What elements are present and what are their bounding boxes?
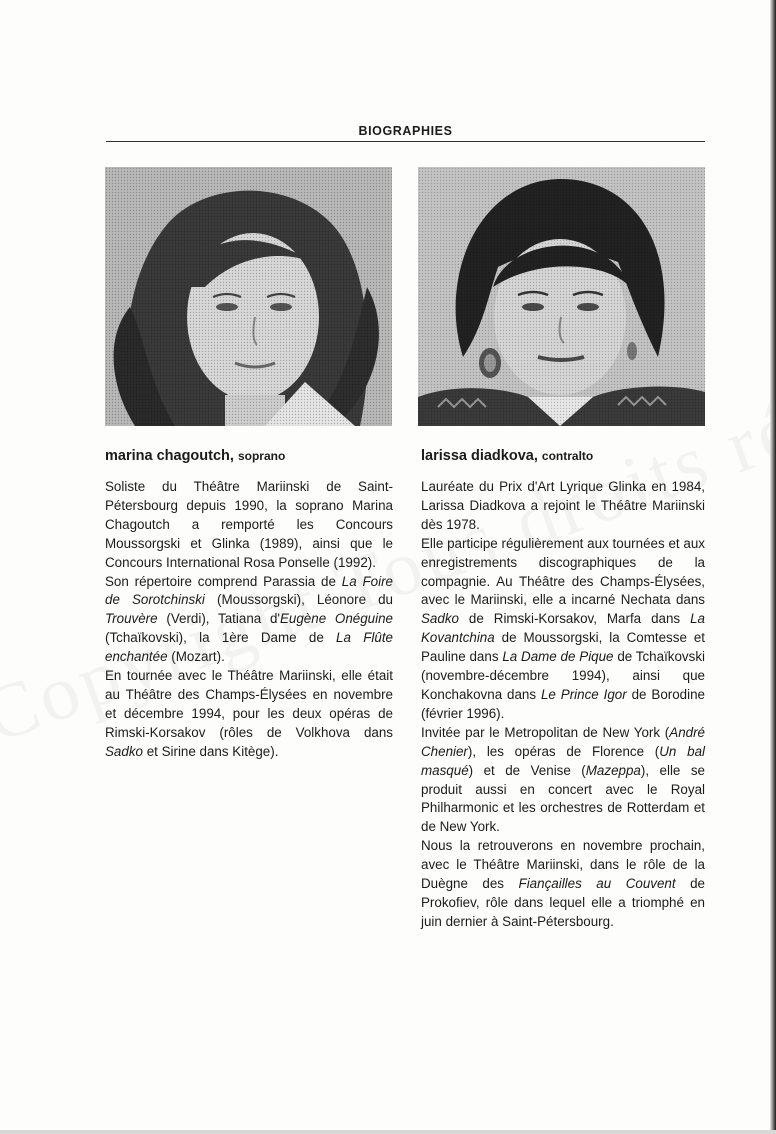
work-title: La Dame de Pique xyxy=(502,649,614,665)
work-title: La Flûte enchantée xyxy=(105,630,393,665)
text-run: Son répertoire comprend Parassia de xyxy=(105,573,342,589)
text-run: ) et de Venise ( xyxy=(468,762,586,778)
biography-paragraph xyxy=(421,724,705,837)
text-run: Invitée par le Metropolitan de New York ( xyxy=(421,724,670,740)
biography-paragraph xyxy=(105,667,393,762)
work-title: Sadko xyxy=(105,743,143,759)
text-run: Elle participe régulièrement aux tournées et aux enregistrements discographiques de la compagnie. Au Théâtre des Champs-Élysées, avec le Mariinski, elle a incarné Nechata dans xyxy=(421,535,705,608)
text-run: de Moussorgski, la Comtesse et Pauline dans xyxy=(421,630,705,665)
text-run: Lauréate du Prix d'Art Lyrique Glinka en 1984, Larissa Diadkova a rejoint le Théâtre Mariinski dès 1978. xyxy=(421,479,705,532)
work-title: Eugène Onéguine xyxy=(279,611,393,627)
biography-paragraph xyxy=(421,837,705,932)
text-run: (Tchaïkovski), la 1ère Dame de xyxy=(105,630,337,646)
biography-paragraph xyxy=(421,478,705,535)
portrait-photo-larissa xyxy=(418,167,705,426)
header-divider xyxy=(106,141,705,142)
biography-paragraph xyxy=(421,535,705,724)
biography-paragraph xyxy=(105,573,393,668)
text-run: (Verdi), Tatiana d' xyxy=(157,611,280,627)
text-run: (Mozart). xyxy=(167,649,225,665)
work-title: Le Prince Igor xyxy=(540,686,627,702)
biography-text xyxy=(421,478,705,932)
scan-edge-shadow xyxy=(770,0,776,1134)
text-run: Soliste du Théâtre Mariinski de Saint-Pétersbourg depuis 1990, la soprano Marina Chagoutch a remporté les Concours Moussorgski et Glinka (1989), ainsi que le Concours International Rosa Ponselle (1992). xyxy=(105,479,393,570)
text-run: (Moussorgski), Léonore du xyxy=(204,592,393,608)
portrait-photo-marina xyxy=(105,167,392,426)
biography-marina xyxy=(105,446,393,762)
voice-type: soprano xyxy=(237,449,286,463)
scan-edge-bottom xyxy=(0,1130,776,1134)
biography-larissa xyxy=(421,446,705,932)
artist-heading xyxy=(105,446,393,466)
work-title: Trouvère xyxy=(105,611,158,627)
artist-name: larissa diadkova, xyxy=(421,448,538,464)
artist-heading xyxy=(421,446,705,466)
text-run: En tournée avec le Théâtre Mariinski, elle était au Théâtre des Champs-Élysées en novembre et décembre 1994, pour les deux opéras de Rimski-Korsakov (rôles de Volkhova dans xyxy=(105,668,393,740)
work-title: Mazeppa xyxy=(585,762,641,778)
biography-paragraph xyxy=(105,478,393,573)
text-run: ), elle se produit aussi en concert avec le Royal Philharmonic et les orchestres de Rotterdam et de New York. xyxy=(421,762,705,835)
work-title: La Foire de Sorotchinski xyxy=(105,573,394,608)
work-title: Sadko xyxy=(421,611,459,627)
voice-type: contralto xyxy=(541,449,594,463)
work-title: La Kovantchina xyxy=(421,611,705,646)
text-run: de Borodine (février 1996). xyxy=(421,686,705,721)
text-run: Nous la retrouverons en novembre prochain, avec le Théâtre Mariinski, dans le rôle de la Duègne des xyxy=(421,838,705,892)
text-run: et Sirine dans Kitège). xyxy=(142,743,279,759)
text-run: de Tchaïkovski (novembre-décembre 1994), ainsi que Konchakovna dans xyxy=(421,649,705,702)
section-title: BIOGRAPHIES xyxy=(358,124,453,138)
text-run: ), les opéras de Florence ( xyxy=(467,743,660,759)
artist-name: marina chagoutch, xyxy=(105,448,234,464)
text-run: de Rimski-Korsakov, Marfa dans xyxy=(458,611,691,627)
biography-text xyxy=(105,478,393,762)
work-title: Fiançailles au Couvent xyxy=(518,876,676,892)
work-title: André Chenier xyxy=(421,724,705,759)
text-run: de Prokofiev, rôle dans lequel elle a triomphé en juin dernier à Saint-Pétersbourg. xyxy=(421,876,705,929)
work-title: Un bal masqué xyxy=(421,743,705,778)
